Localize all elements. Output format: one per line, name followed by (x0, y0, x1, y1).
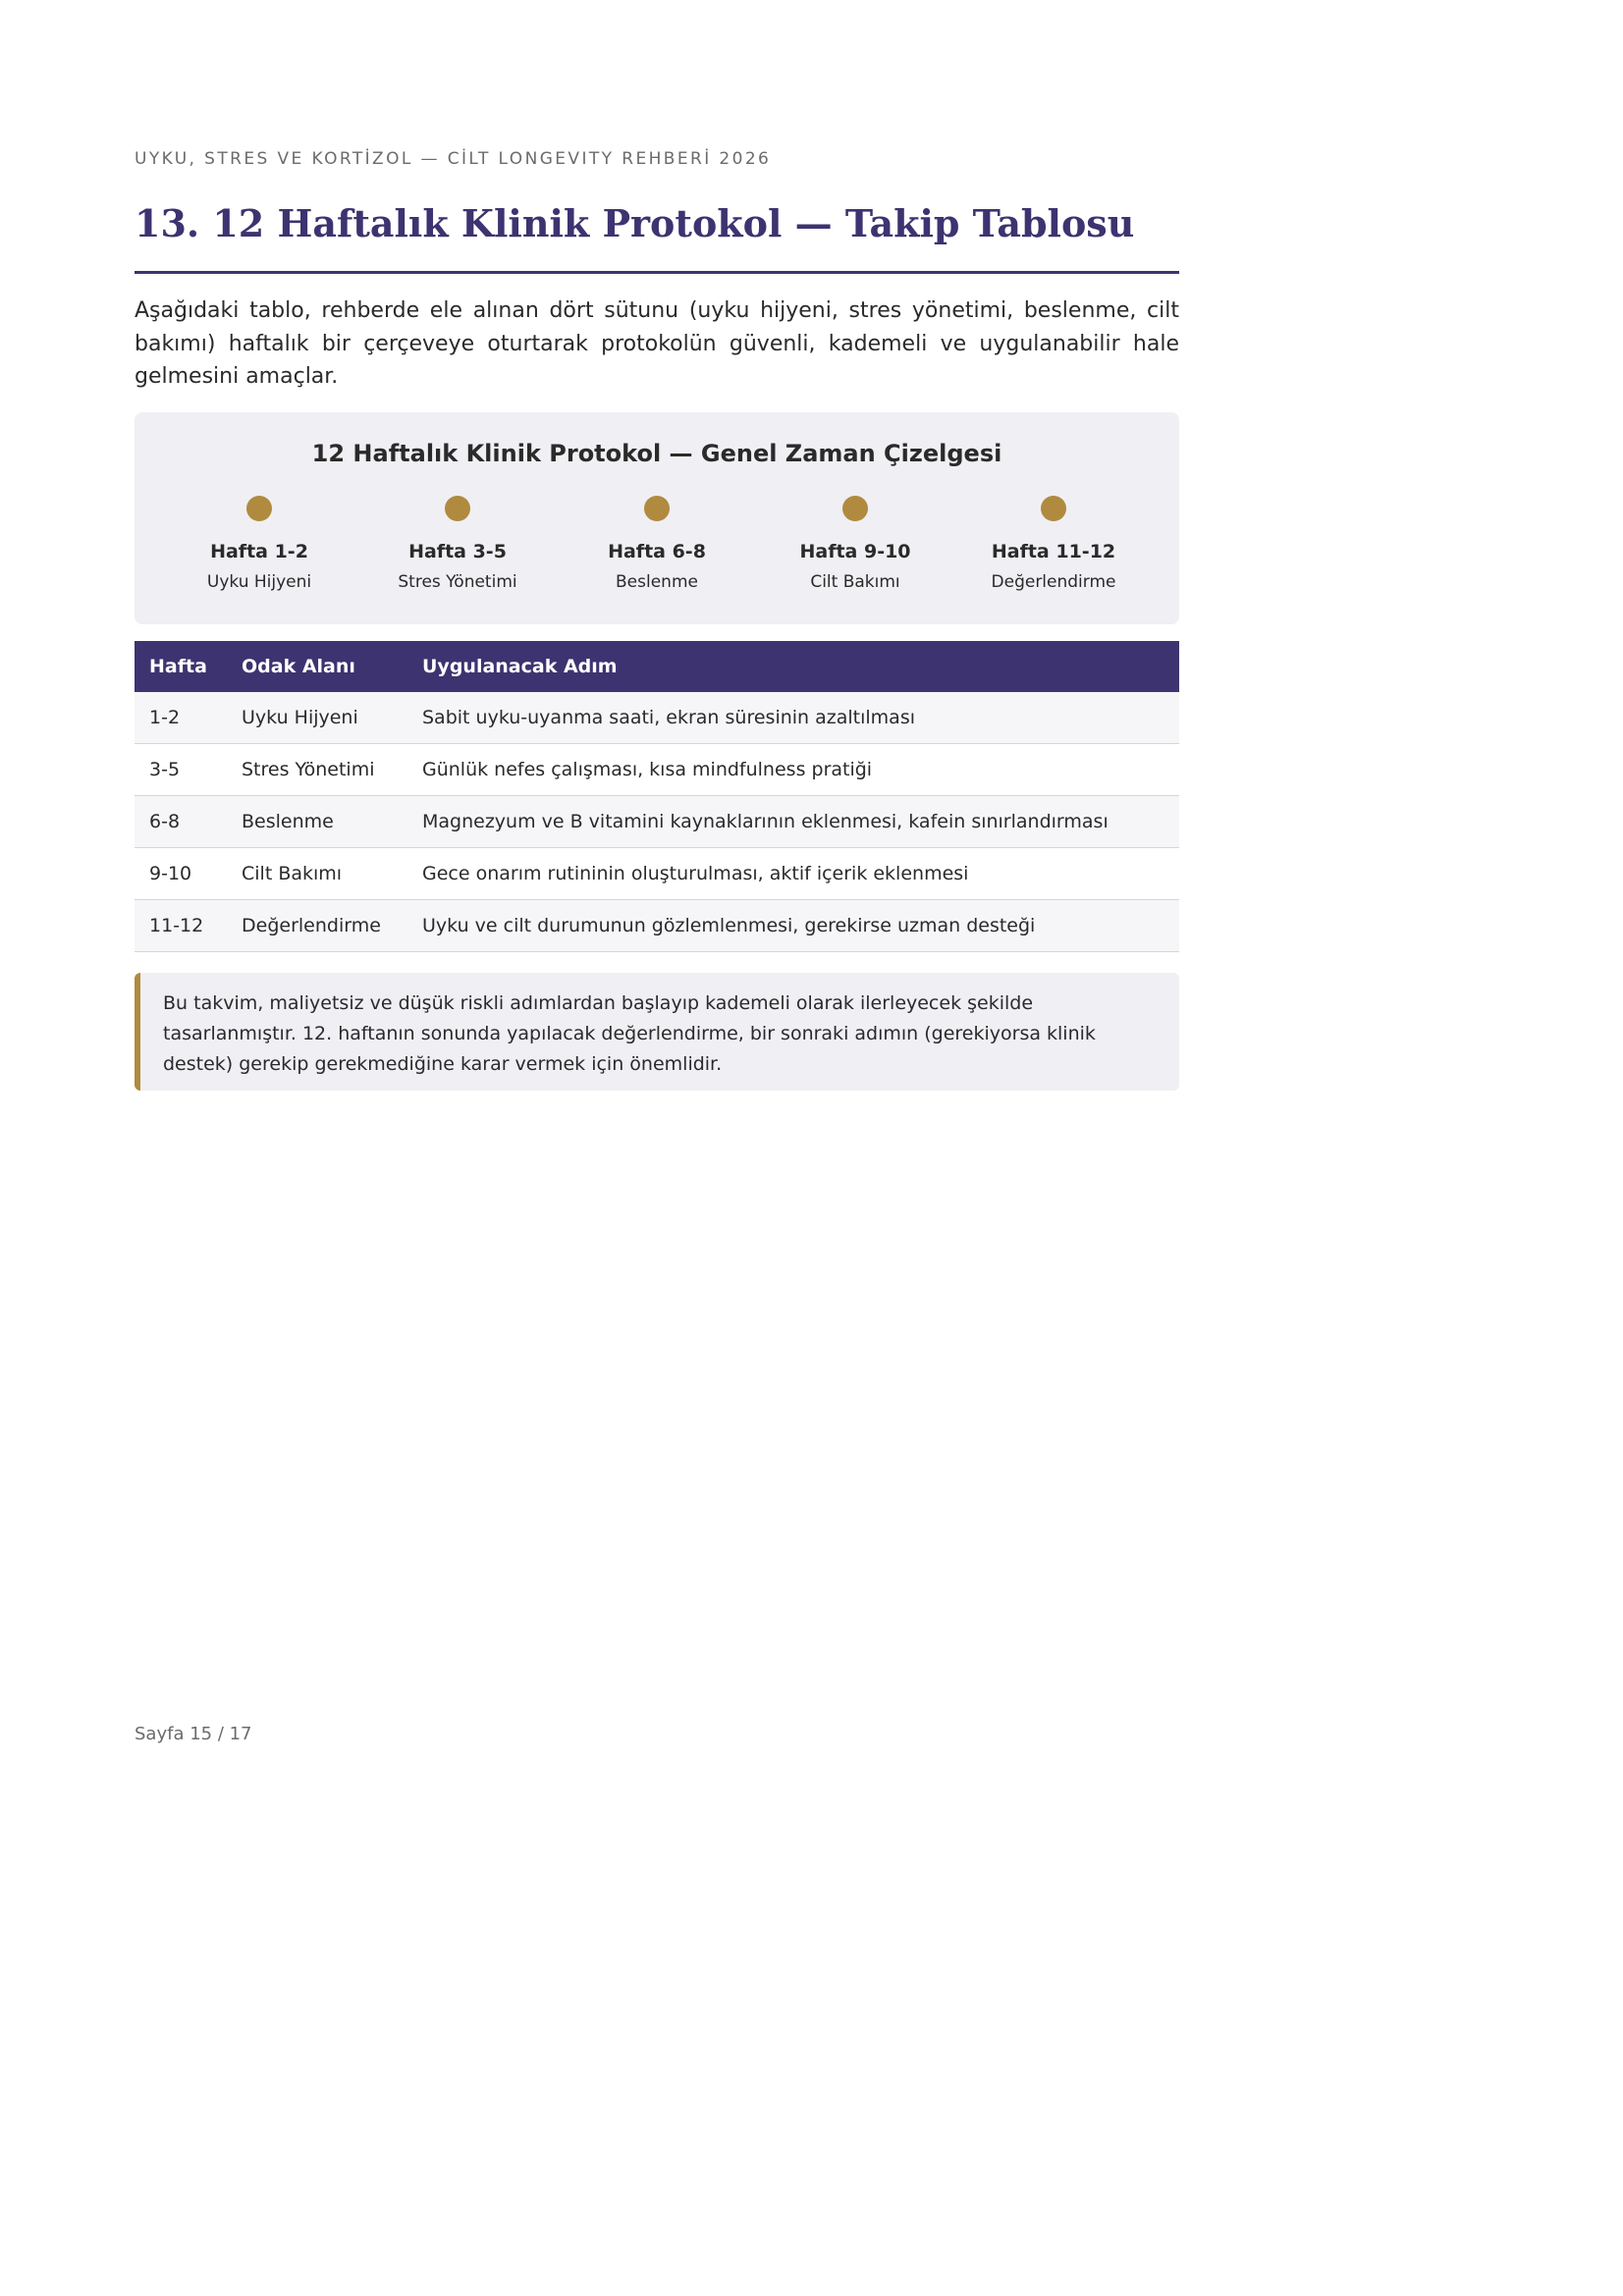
milestone-focus: Beslenme (616, 572, 698, 592)
running-header: UYKU, STRES VE KORTİZOL — CİLT LONGEVITY REHBERİ 2026 (135, 149, 772, 169)
table-row (135, 848, 1179, 900)
callout-note: Bu takvim, maliyetsiz ve düşük riskli adımlardan başlayıp kademeli olarak ilerleyecek şekilde tasarlanmıştır. 12. haftanın sonunda yapılacak değerlendirme, bir sonraki adımın (gerekiyorsa klinik destek) gerekip gerekmediğine karar vermek için önemlidir. (135, 973, 1179, 1091)
intro-paragraph: Aşağıdaki tablo, rehberde ele alınan dört sütunu (uyku hijyeni, stres yönetimi, beslenme, cilt bakımı) haftalık bir çerçeveye oturtarak protokolün güvenli, kademeli ve uygulanabilir hale gelmesini amaçlar. (135, 298, 1179, 389)
milestone-week: Hafta 6-8 (608, 541, 706, 562)
milestone-dot-icon (246, 496, 272, 521)
cell-week: 11-12 (135, 900, 227, 952)
timeline-milestone (160, 496, 358, 592)
column-header-week: Hafta (135, 641, 227, 692)
timeline-milestone (954, 496, 1153, 592)
column-header-step: Uygulanacak Adım (407, 641, 1179, 692)
cell-step: Günlük nefes çalışması, kısa mindfulness pratiği (407, 744, 1179, 796)
table-row (135, 796, 1179, 848)
cell-focus: Beslenme (227, 796, 407, 848)
milestone-focus: Değerlendirme (991, 572, 1116, 592)
cell-week: 1-2 (135, 692, 227, 744)
milestone-week: Hafta 11-12 (991, 541, 1116, 562)
section-title: 13. 12 Haftalık Klinik Protokol — Takip Tablosu (135, 201, 1135, 245)
milestone-focus: Cilt Bakımı (810, 572, 900, 592)
timeline-milestone (558, 496, 756, 592)
milestone-week: Hafta 3-5 (408, 541, 507, 562)
cell-step: Magnezyum ve B vitamini kaynaklarının eklenmesi, kafein sınırlandırması (407, 796, 1179, 848)
cell-week: 6-8 (135, 796, 227, 848)
milestone-week: Hafta 1-2 (210, 541, 308, 562)
milestone-focus: Uyku Hijyeni (206, 572, 312, 592)
cell-step: Gece onarım rutininin oluşturulması, aktif içerik eklenmesi (407, 848, 1179, 900)
cell-week: 9-10 (135, 848, 227, 900)
milestone-week: Hafta 9-10 (799, 541, 911, 562)
milestone-dot-icon (1041, 496, 1066, 521)
milestone-dot-icon (445, 496, 470, 521)
table-header-row (135, 641, 1179, 692)
timeline-title: 12 Haftalık Klinik Protokol — Genel Zaman Çizelgesi (311, 440, 1002, 467)
milestone-dot-icon (842, 496, 868, 521)
cell-week: 3-5 (135, 744, 227, 796)
cell-step: Sabit uyku-uyanma saati, ekran süresinin azaltılması (407, 692, 1179, 744)
page-number: Sayfa 15 / 17 (135, 1724, 252, 1744)
cell-focus: Uyku Hijyeni (227, 692, 407, 744)
milestone-dot-icon (644, 496, 670, 521)
timeline-panel (135, 412, 1179, 624)
cell-focus: Değerlendirme (227, 900, 407, 952)
table-row (135, 744, 1179, 796)
cell-step: Uyku ve cilt durumunun gözlemlenmesi, gerekirse uzman desteği (407, 900, 1179, 952)
timeline-milestone (756, 496, 954, 592)
column-header-focus: Odak Alanı (227, 641, 407, 692)
title-divider (135, 271, 1179, 274)
protocol-table (135, 641, 1179, 952)
table-row (135, 692, 1179, 744)
cell-focus: Cilt Bakımı (227, 848, 407, 900)
cell-focus: Stres Yönetimi (227, 744, 407, 796)
milestone-focus: Stres Yönetimi (398, 572, 517, 592)
table-row (135, 900, 1179, 952)
timeline-milestone (358, 496, 557, 592)
